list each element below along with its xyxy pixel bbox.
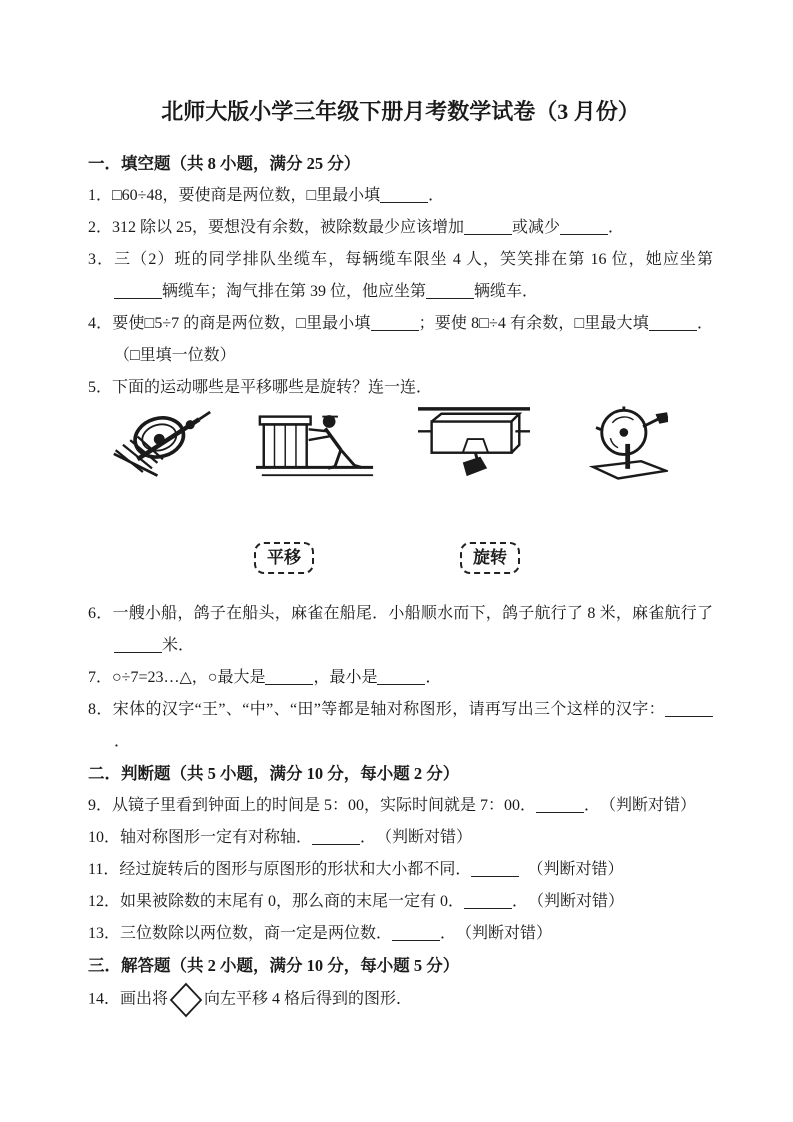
question-text: 或减少 (512, 219, 561, 236)
lottery-wheel-icon (572, 402, 668, 482)
question-3 (88, 244, 713, 308)
page-title: 北师大版小学三年级下册月考数学试卷（3 月份） (161, 99, 640, 124)
question-1 (88, 180, 713, 212)
answer-blank (371, 314, 419, 331)
answer-blank (392, 924, 440, 941)
question-text: ，最小是 (313, 669, 378, 686)
question-text: ． (114, 733, 131, 750)
answer-blank (560, 218, 608, 235)
question-text: ○÷7=23…△，○最大是 (112, 669, 266, 686)
question-text: 向左平移 4 格后得到的图形． (204, 990, 413, 1008)
question-text: （判断对错） (519, 861, 624, 878)
answer-blank (464, 892, 512, 909)
diamond-shape-icon (169, 982, 203, 1018)
steering-wheel-icon (112, 404, 212, 480)
question-8 (88, 694, 713, 758)
question-text: ． （判断对错） (584, 797, 697, 814)
question-7 (88, 662, 713, 694)
question-number: 2． (88, 219, 113, 236)
question-number: 14． (88, 990, 121, 1008)
question-6 (88, 598, 713, 662)
question-text: 三位数除以两位数，商一定是两位数． (120, 925, 393, 942)
question-14 (88, 982, 713, 1018)
question-11 (88, 854, 713, 886)
question-10 (88, 822, 713, 854)
answer-blank (265, 668, 313, 685)
question-13 (88, 918, 713, 950)
question-text: ． （判断对错） (512, 893, 625, 910)
question-number: 10． (88, 829, 121, 846)
question-text: 画出将 (120, 990, 169, 1008)
question-number: 7． (88, 669, 113, 686)
question-5-answer-labels (254, 542, 713, 574)
question-number: 3． (88, 251, 115, 268)
question-text: ． （判断对错） (360, 829, 473, 846)
question-text: 要使□5÷7 的商是两位数，□里最小填 (112, 315, 371, 332)
question-5-illustrations (112, 400, 668, 484)
question-number: 8． (88, 701, 113, 718)
answer-blank (665, 700, 713, 717)
pushing-box-icon (254, 402, 376, 482)
answer-blank (464, 218, 512, 235)
translation-label: 平移 (254, 542, 314, 574)
question-text: ．（□里填一位数） (114, 315, 713, 364)
question-number: 12． (88, 893, 121, 910)
answer-blank (471, 860, 519, 877)
question-text: 下面的运动哪些是平移哪些是旋转？连一连． (112, 379, 433, 396)
question-text: 三（2）班的同学排队坐缆车，每辆缆车限坐 4 人，笑笑排在第 16 位，她应坐第 (114, 251, 713, 268)
question-text: 如果被除数的末尾有 0，那么商的末尾一定有 0． (120, 893, 465, 910)
question-text: ． (428, 187, 445, 204)
question-text: 轴对称图形一定有对称轴． (120, 829, 313, 846)
question-text: ． (608, 219, 625, 236)
question-number: 11． (88, 861, 120, 878)
question-text: 312 除以 25，要想没有余数，被除数最少应该增加 (112, 219, 465, 236)
answer-blank (114, 636, 162, 653)
question-number: 1． (88, 187, 113, 204)
question-text: 米． (162, 637, 195, 654)
drawer-icon (418, 404, 530, 480)
rotation-label: 旋转 (460, 542, 520, 574)
answer-blank (114, 282, 162, 299)
question-number: 5． (88, 379, 113, 396)
question-number: 6． (88, 605, 113, 622)
exam-page (88, 0, 713, 1018)
question-text: □60÷48，要使商是两位数，□里最小填 (112, 187, 381, 204)
answer-blank (426, 282, 474, 299)
question-text: ；要使 8□÷4 有余数，□里最大填 (418, 315, 649, 332)
answer-blank (536, 796, 584, 813)
answer-blank (380, 186, 428, 203)
question-2 (88, 212, 713, 244)
question-text: ． （判断对错） (440, 925, 553, 942)
section-heading-2: 二．判断题（共 5 小题，满分 10 分，每小题 2 分） (88, 764, 460, 783)
section-heading-1: 一．填空题（共 8 小题，满分 25 分） (88, 154, 361, 173)
question-number: 13． (88, 925, 121, 942)
answer-blank (312, 828, 360, 845)
question-text: ． (425, 669, 442, 686)
question-number: 9． (88, 797, 113, 814)
question-4 (88, 308, 713, 372)
question-text: 辆缆车；淘气排在第 39 位，他应坐第 (162, 283, 427, 300)
section-heading-3: 三．解答题（共 2 小题，满分 10 分，每小题 5 分） (88, 956, 460, 975)
answer-blank (377, 668, 425, 685)
question-text: 宋体的汉字“王”、“中”、“田”等都是轴对称图形，请再写出三个这样的汉字： (112, 701, 665, 718)
question-text: 一艘小船，鸽子在船头，麻雀在船尾．小船顺水而下，鸽子航行了 8 米，麻雀航行了 (112, 605, 713, 622)
answer-blank (649, 314, 697, 331)
question-text: 从镜子里看到钟面上的时间是 5：00，实际时间就是 7：00． (112, 797, 537, 814)
question-text: 经过旋转后的图形与原图形的形状和大小都不同． (119, 861, 472, 878)
question-number: 4． (88, 315, 113, 332)
question-12 (88, 886, 713, 918)
question-text: 辆缆车． (474, 283, 539, 300)
question-9 (88, 790, 713, 822)
